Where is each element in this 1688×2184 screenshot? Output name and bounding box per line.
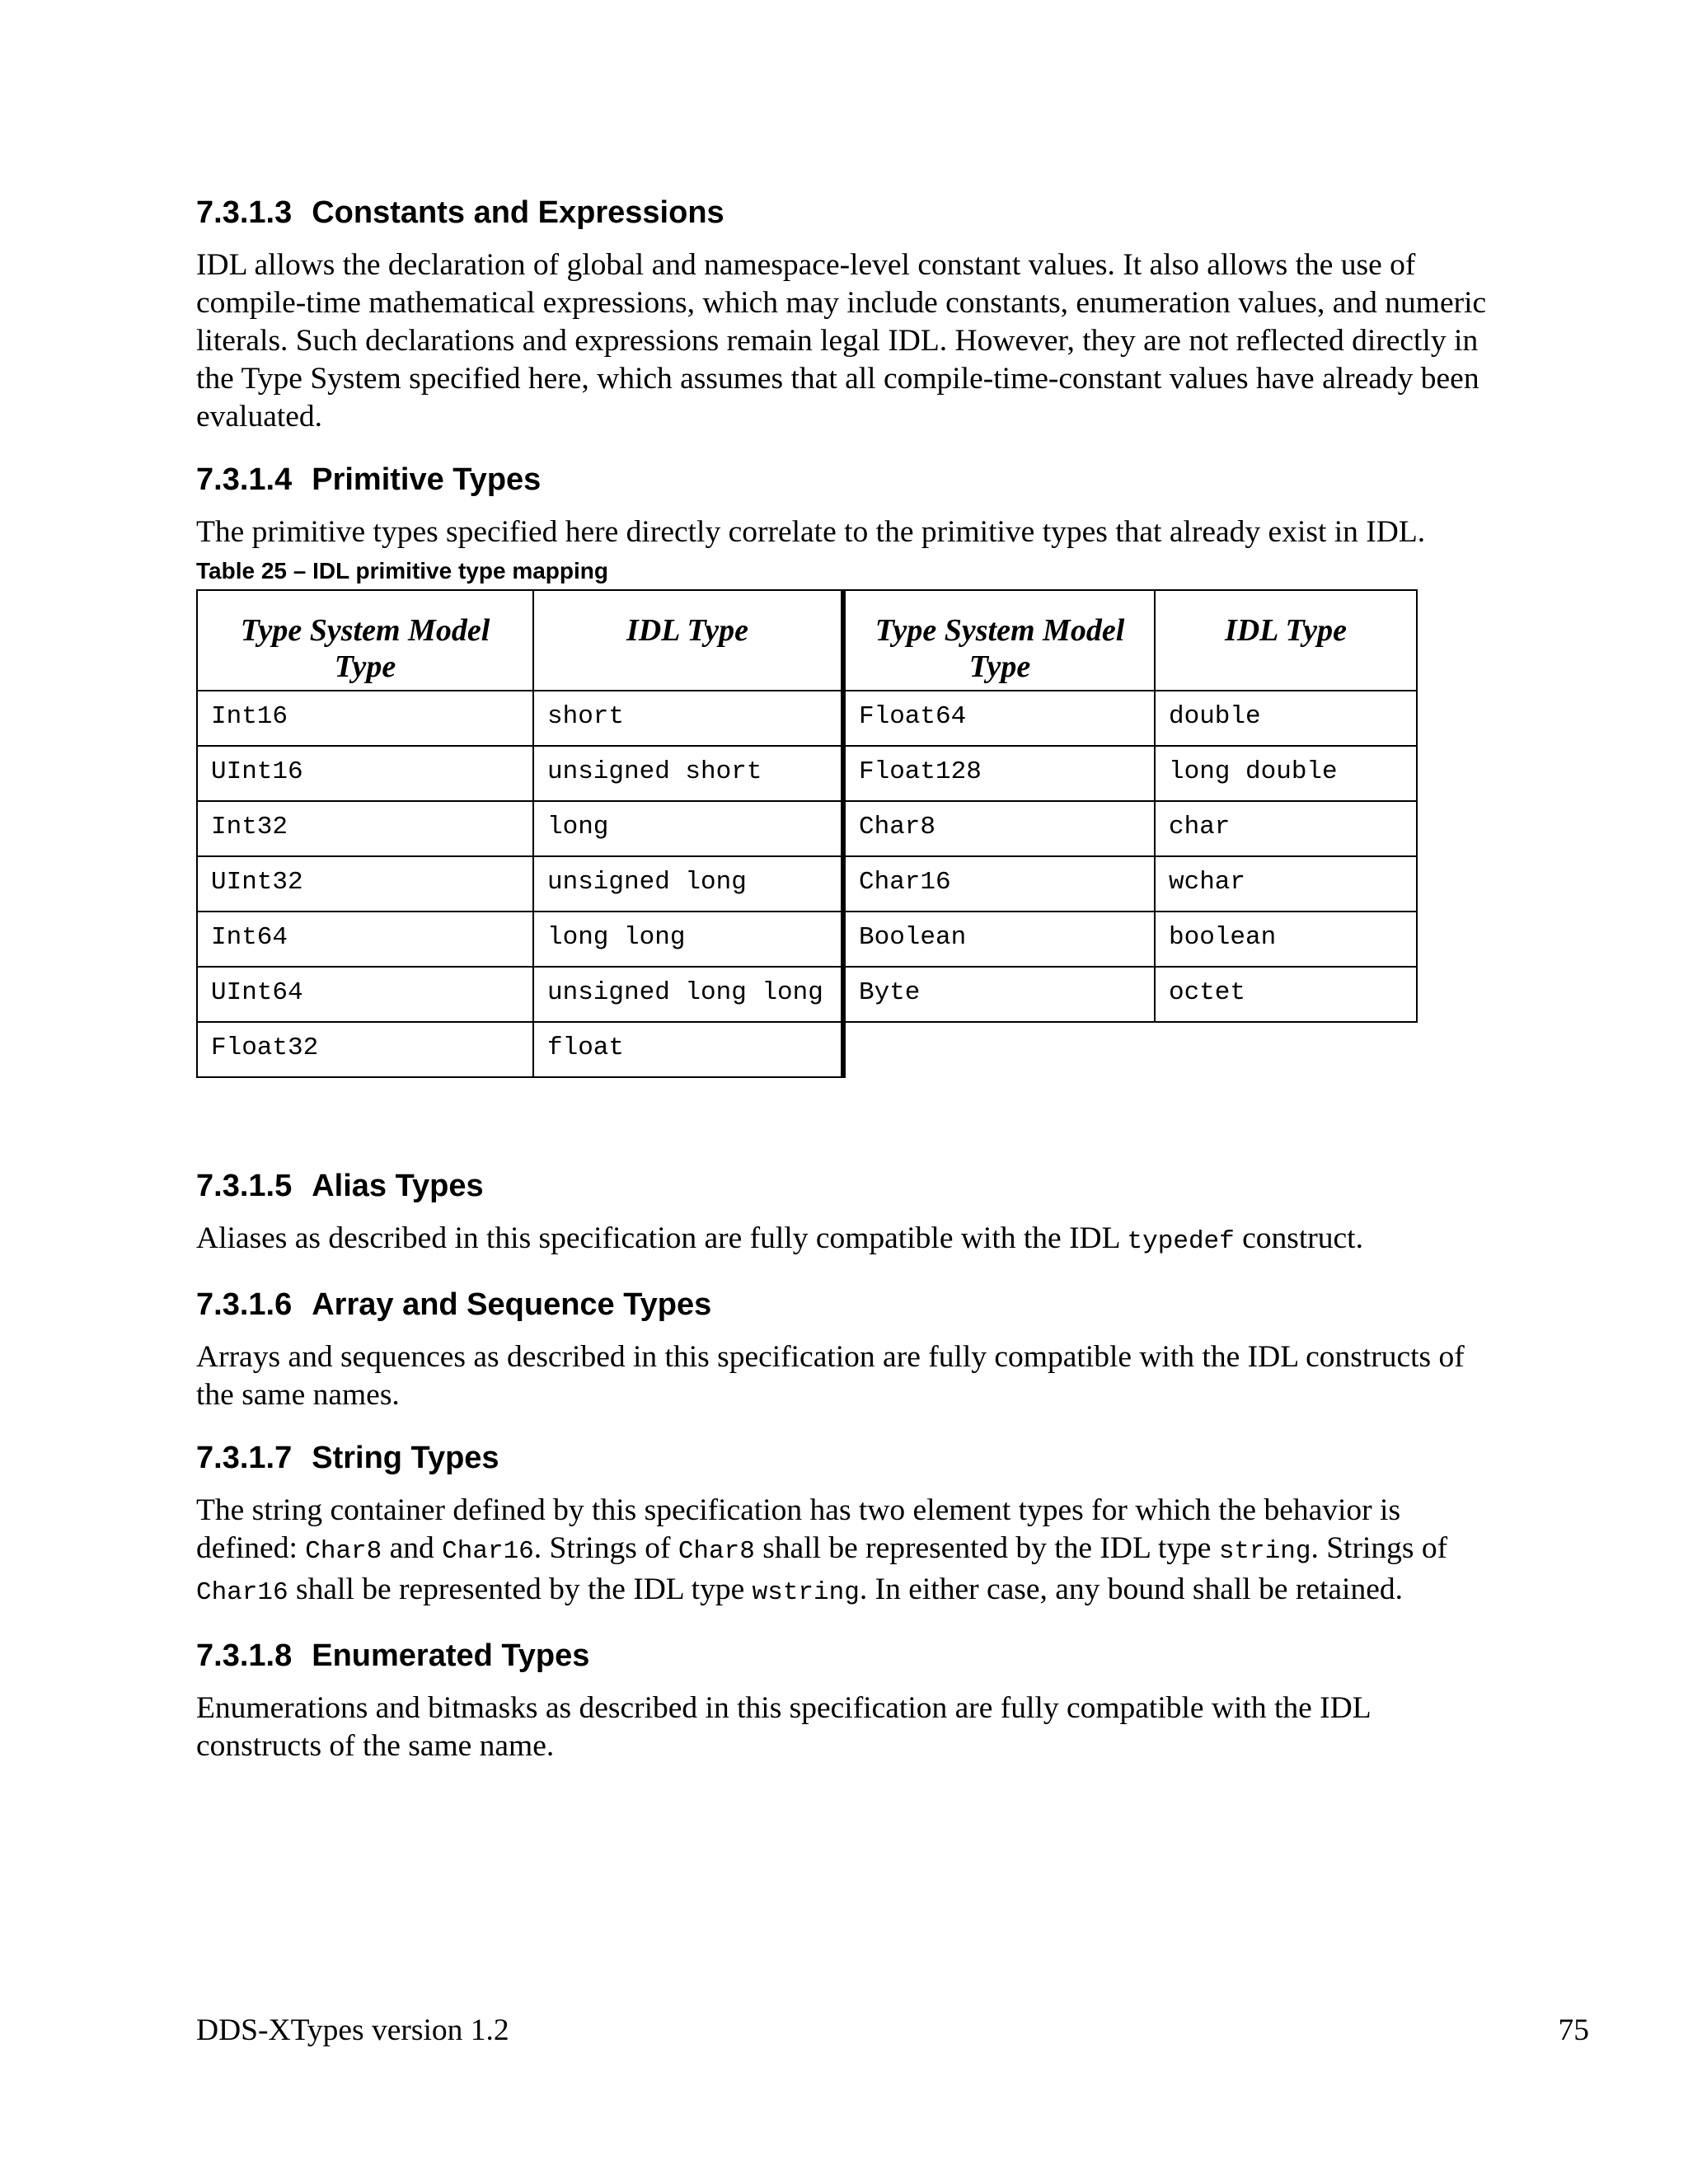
table-row	[197, 691, 1417, 746]
footer-title: DDS-XTypes version 1.2	[196, 2013, 509, 2047]
column-header: Type System Model Type	[197, 590, 533, 691]
table-row	[197, 746, 1417, 801]
table-cell: Char8	[843, 801, 1155, 856]
page-content	[196, 194, 1490, 1790]
inline-code: typedef	[1127, 1227, 1235, 1256]
table-cell: short	[533, 691, 843, 746]
table-cell: Int64	[197, 912, 533, 967]
section-heading: 7.3.1.3 Constants and Expressions	[196, 195, 724, 230]
table-row	[197, 1022, 1417, 1077]
inline-code: Char16	[442, 1537, 534, 1566]
table-row	[197, 967, 1417, 1022]
column-header: IDL Type	[533, 590, 843, 691]
section-heading: 7.3.1.7 String Types	[196, 1441, 499, 1475]
section-heading: 7.3.1.5 Alias Types	[196, 1169, 484, 1203]
table-cell: Int16	[197, 691, 533, 746]
section-paragraph: Enumerations and bitmasks as described in this specification are fully compatible with the IDL constructs of the same name.	[196, 1691, 1371, 1763]
table-cell: long	[533, 801, 843, 856]
column-header: IDL Type	[1155, 590, 1417, 691]
section-heading: 7.3.1.8 Enumerated Types	[196, 1638, 590, 1673]
table-cell-empty	[843, 1022, 1155, 1077]
table-header-row	[197, 590, 1417, 691]
inline-code: wstring	[752, 1578, 860, 1607]
table-cell: double	[1155, 691, 1417, 746]
table-cell: Boolean	[843, 912, 1155, 967]
section-paragraph: IDL allows the declaration of global and namespace-level constant values. It also allows the use of compile-time mathematical expressions, which may include constants, enumeration values, and numeric literals. Such declarations and expressions remain legal IDL. However, they are not reflected directly in the Type System specified here, which assumes that all compile-time-constant values have already been evaluated.	[196, 248, 1487, 434]
table-cell: Char16	[843, 856, 1155, 912]
column-header: Type System Model Type	[843, 590, 1155, 691]
table-cell: Float128	[843, 746, 1155, 801]
table-cell: UInt32	[197, 856, 533, 912]
table-row	[197, 801, 1417, 856]
table-caption: Table 25 – IDL primitive type mapping	[196, 558, 608, 583]
inline-code: Char8	[305, 1537, 382, 1566]
table-cell: wchar	[1155, 856, 1417, 912]
table-cell: unsigned short	[533, 746, 843, 801]
inline-code: string	[1218, 1537, 1311, 1566]
section-paragraph: Arrays and sequences as described in this specification are fully compatible with the IDL constructs of the same names.	[196, 1340, 1465, 1412]
section-paragraph: Aliases as described in this specification are fully compatible with the IDL typedef construct.	[196, 1221, 1363, 1256]
table-cell: long double	[1155, 746, 1417, 801]
type-mapping-table	[196, 589, 1418, 1078]
table-row	[197, 856, 1417, 912]
table-cell: char	[1155, 801, 1417, 856]
section-paragraph: The string container defined by this specification has two element types for which the behavior is defined: Char8 and Char16. Strings of Char8 shall be represented by the IDL type string. Strings of Char16 shall be represented by the IDL type wstring. In either case, any bound shall be retained.	[196, 1493, 1448, 1607]
inline-code: Char8	[678, 1537, 755, 1566]
section-paragraph: The primitive types specified here directly correlate to the primitive types that already exist in IDL.	[196, 515, 1426, 549]
table-cell: Byte	[843, 967, 1155, 1022]
page-number: 75	[1558, 2013, 1589, 2047]
section-heading: 7.3.1.4 Primitive Types	[196, 462, 542, 497]
table-cell: float	[533, 1022, 843, 1077]
table-cell: octet	[1155, 967, 1417, 1022]
table-cell: UInt64	[197, 967, 533, 1022]
table-cell: UInt16	[197, 746, 533, 801]
table-cell: boolean	[1155, 912, 1417, 967]
table-cell: unsigned long	[533, 856, 843, 912]
table-cell-empty	[1155, 1022, 1417, 1077]
table-cell: unsigned long long	[533, 967, 843, 1022]
section-heading: 7.3.1.6 Array and Sequence Types	[196, 1287, 712, 1322]
table-cell: long long	[533, 912, 843, 967]
inline-code: Char16	[196, 1578, 288, 1607]
table-row	[197, 912, 1417, 967]
table-cell: Float32	[197, 1022, 533, 1077]
table-cell: Int32	[197, 801, 533, 856]
spacer	[196, 1078, 1490, 1167]
page-footer	[196, 2013, 1589, 2048]
table-cell: Float64	[843, 691, 1155, 746]
